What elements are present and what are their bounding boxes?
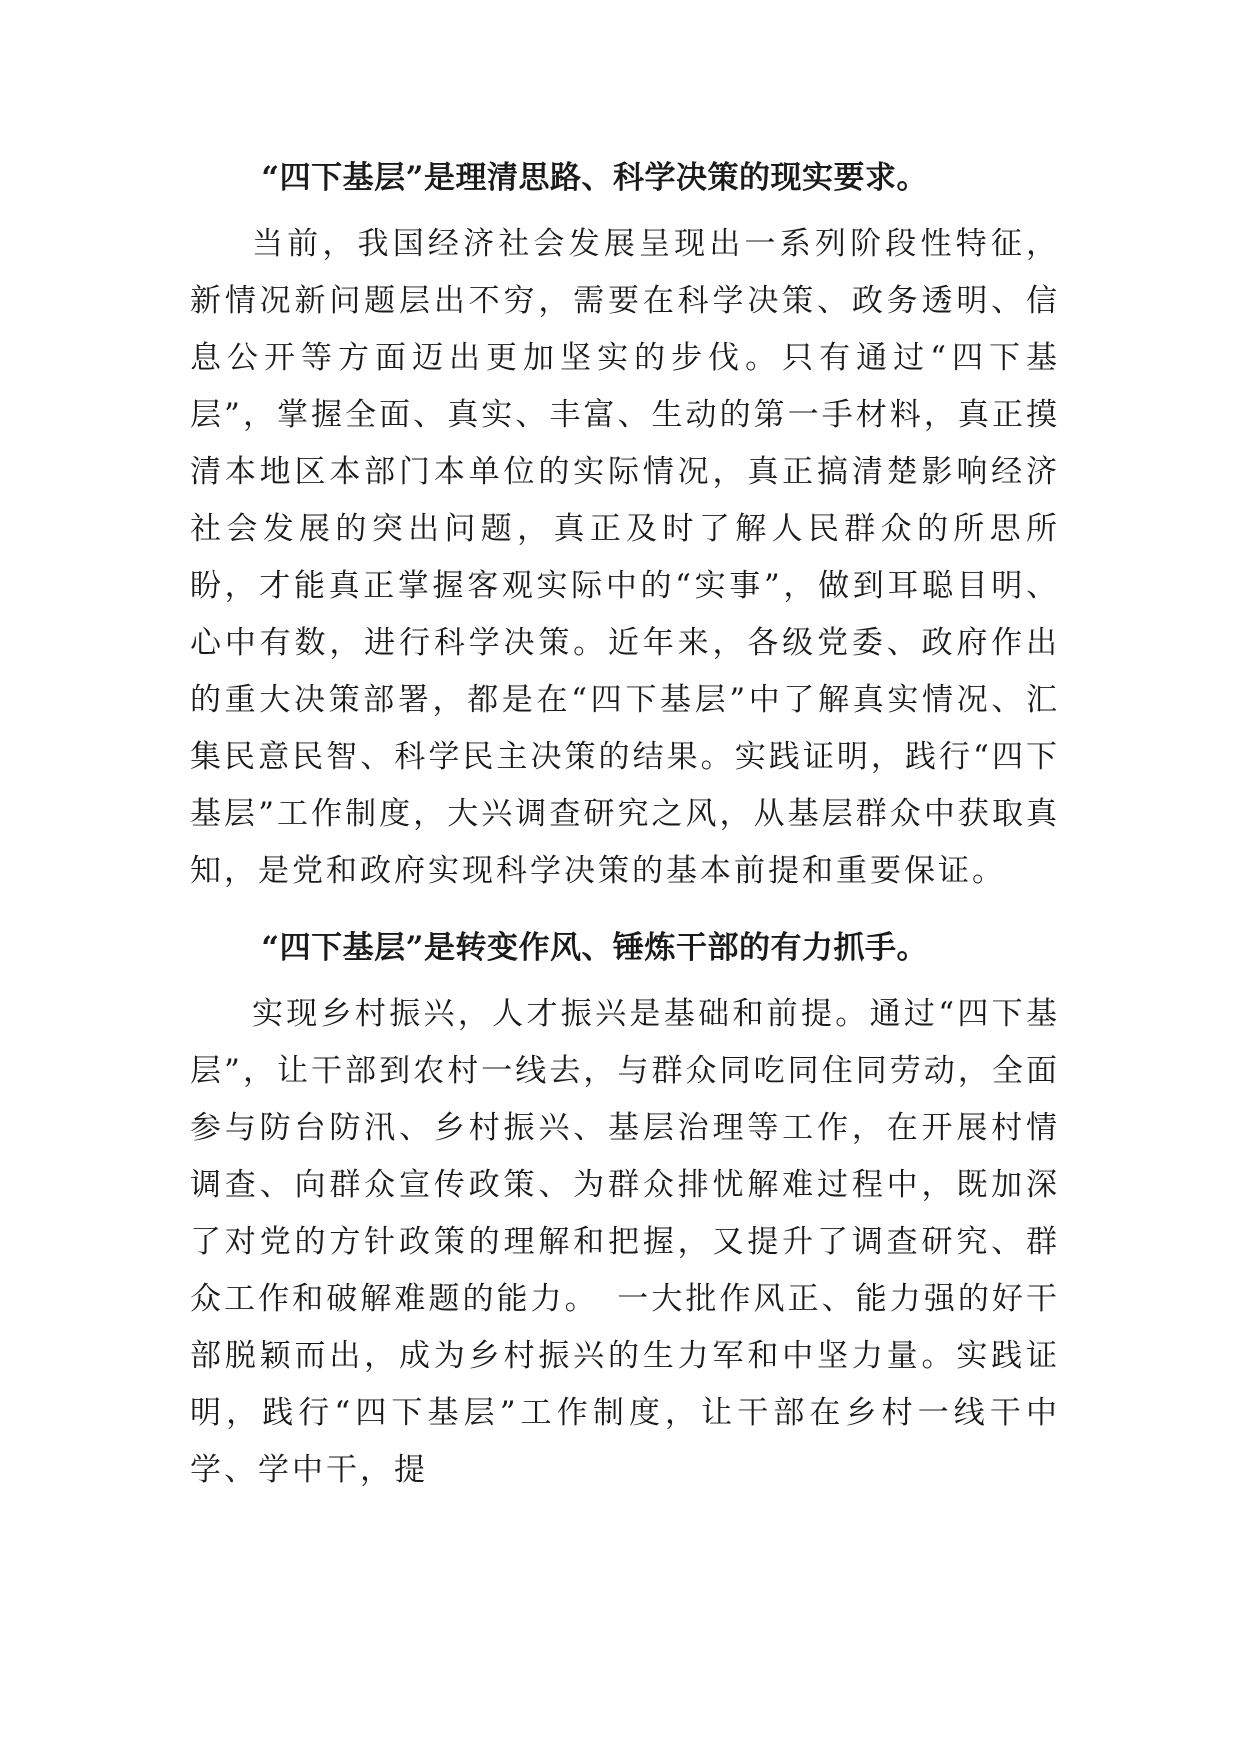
section-heading-cadre-training: “四下基层”是转变作风、锤炼干部的有力抓手。 [261,930,928,966]
section-heading-decision-making: “四下基层”是理清思路、科学决策的现实要求。 [261,160,928,196]
document-body [190,150,1060,1519]
paragraph-cadre-training: 实现乡村振兴，人才振兴是基础和前提。通过“四下基层”，让干部到农村一线去，与群众同吃同住同劳动，全面参与防台防汛、乡村振兴、基层治理等工作，在开展村情调查、向群众宣传政策、为群众排忧解难过程中，既加深了对党的方针政策的理解和把握，又提升了调查研究、群众工作和破解难题的能力。 一大批作风正、能力强的好干部脱颖而出，成为乡村振兴的生力军和中坚力量。实践证明，践行“四下基层”工作制度，让干部在乡村一线干中学、学中干，提 [190,996,1060,1488]
paragraph-decision-making: 当前，我国经济社会发展呈现出一系列阶段性特征，新情况新问题层出不穷，需要在科学决策、政务透明、信息公开等方面迈出更加坚实的步伐。只有通过“四下基层”，掌握全面、真实、丰富、生动的第一手材料，真正摸清本地区本部门本单位的实际情况，真正搞清楚影响经济社会发展的突出问题，真正及时了解人民群众的所思所盼，才能真正掌握客观实际中的“实事”，做到耳聪目明、心中有数，进行科学决策。近年来，各级党委、政府作出的重大决策部署，都是在“四下基层”中了解真实情况、汇集民意民智、科学民主决策的结果。实践证明，践行“四下基层”工作制度，大兴调查研究之风，从基层群众中获取真知，是党和政府实现科学决策的基本前提和重要保证。 [190,226,1060,889]
